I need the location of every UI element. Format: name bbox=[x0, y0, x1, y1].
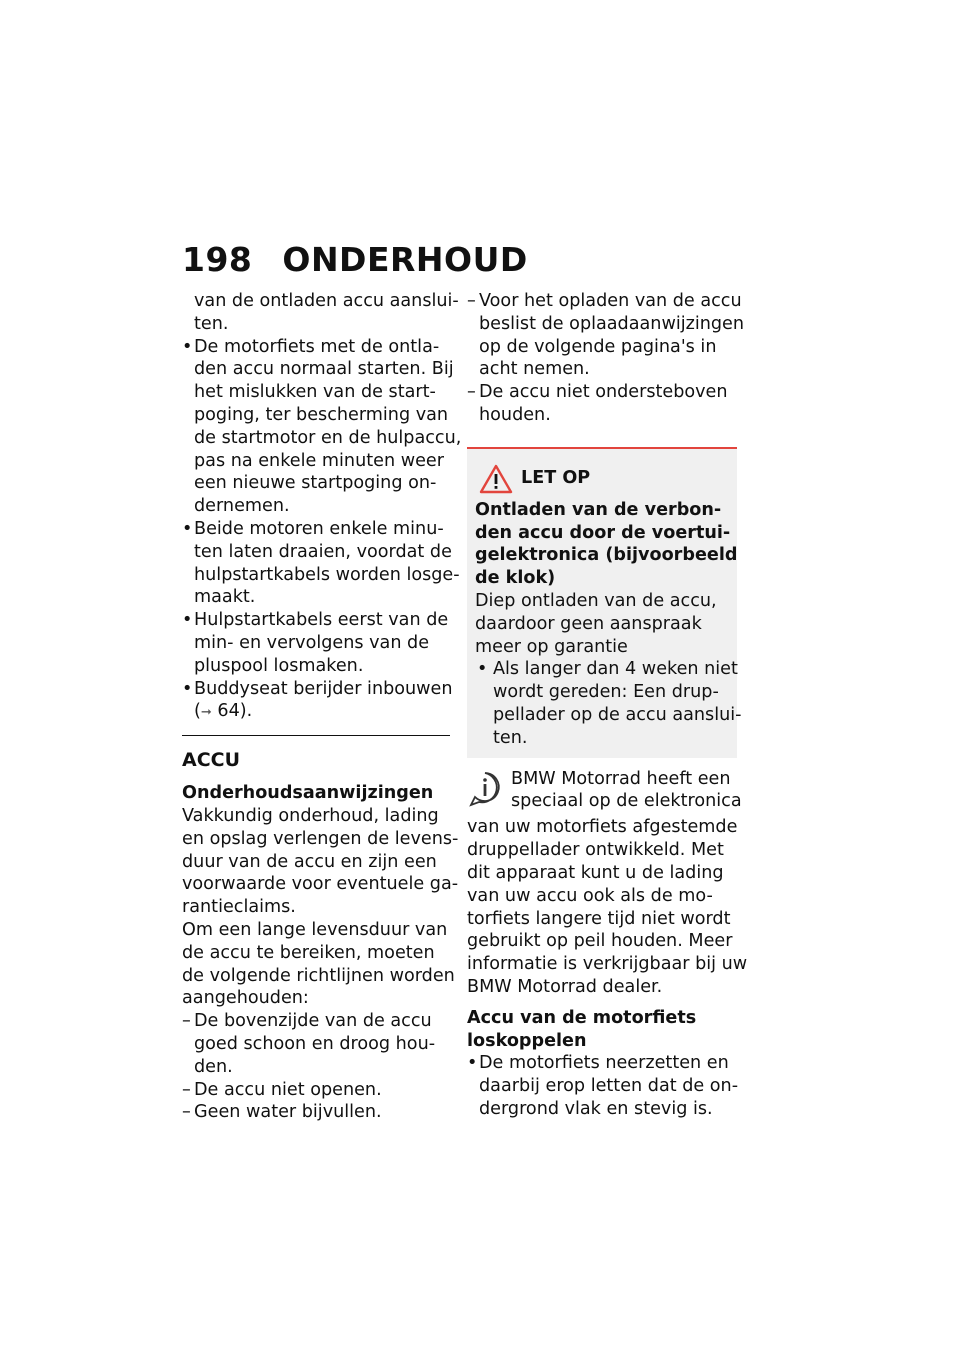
warning-title: Ontladen van de verbon- bbox=[475, 499, 722, 520]
page-reference[interactable] bbox=[194, 700, 450, 723]
bullet-icon: • bbox=[182, 610, 193, 631]
text-line: van de ontladen accu aanslui- bbox=[194, 291, 459, 311]
text-line: Om een lange levensduur van bbox=[182, 919, 448, 940]
text-line: daardoor geen aanspraak bbox=[475, 613, 702, 634]
section-title: ACCU bbox=[182, 749, 241, 772]
text-line: den. bbox=[194, 1056, 233, 1077]
right-column bbox=[467, 290, 748, 1121]
text-line: en opslag verlengen de levens- bbox=[182, 828, 459, 849]
info-icon bbox=[467, 770, 503, 810]
text-line: dernemen. bbox=[194, 496, 290, 517]
section-divider bbox=[182, 735, 450, 736]
list-item bbox=[182, 518, 460, 609]
subsection-title: Onderhoudsaanwijzingen bbox=[182, 783, 434, 804]
text-line: wordt gereden: Een drup- bbox=[493, 682, 719, 703]
text-line: een nieuwe startpoging on- bbox=[194, 473, 437, 494]
text-line: het mislukken van de start- bbox=[194, 382, 436, 403]
warning-title: gelektronica (bijvoorbeeld bbox=[475, 545, 738, 566]
text-line: Vakkundig onderhoud, lading bbox=[182, 805, 439, 826]
ref-page: 64). bbox=[217, 701, 253, 722]
list-item bbox=[182, 1079, 450, 1102]
left-column bbox=[182, 290, 462, 1124]
text-line: Geen water bijvullen. bbox=[194, 1102, 382, 1123]
text-line: beslist de oplaadaanwijzingen bbox=[479, 313, 745, 334]
text-line: meer op garantie bbox=[475, 636, 628, 657]
list-item bbox=[467, 381, 737, 427]
list-item bbox=[467, 290, 745, 381]
text-line: pellader op de accu aanslui- bbox=[493, 704, 742, 725]
list-item bbox=[182, 609, 450, 677]
info-note bbox=[467, 768, 742, 817]
text-line: duur van de accu en zijn een bbox=[182, 851, 437, 872]
warning-title: de klok) bbox=[475, 568, 556, 589]
list-item bbox=[182, 678, 453, 724]
list-item bbox=[182, 336, 462, 518]
text-line: informatie is verkrijgbaar bij uw bbox=[467, 954, 748, 975]
warning-label: LET OP bbox=[521, 468, 591, 489]
page-header bbox=[182, 240, 528, 279]
dash-icon: – bbox=[182, 1102, 191, 1123]
text-line: dit apparaat kunt u de lading bbox=[467, 862, 724, 883]
text-line: gebruikt op peil houden. Meer bbox=[467, 931, 733, 952]
bullet-icon: • bbox=[182, 518, 193, 539]
page-reference-arrow-icon: ➞ bbox=[200, 705, 212, 721]
text-line: ten laten draaien, voordat de bbox=[194, 541, 452, 562]
bullet-icon: • bbox=[467, 1053, 478, 1074]
text-line: de startmotor en de hulpaccu, bbox=[194, 427, 462, 448]
text-line: Beide motoren enkele minu- bbox=[194, 518, 444, 539]
bullet-icon: • bbox=[477, 659, 488, 680]
text-line: maakt. bbox=[194, 587, 256, 608]
subsection-title: Accu van de motorfiets bbox=[467, 1007, 697, 1028]
text-line: De motorfiets met de ontla- bbox=[194, 336, 440, 357]
bullet-icon: • bbox=[182, 678, 193, 699]
text-line: goed schoon en droog hou- bbox=[194, 1033, 436, 1054]
text-line: daarbij erop letten dat de on- bbox=[479, 1076, 739, 1097]
text-line: De accu niet ondersteboven bbox=[479, 382, 728, 403]
ref-paren: ( bbox=[194, 701, 201, 722]
text-line: Als langer dan 4 weken niet bbox=[493, 659, 738, 680]
text-line: BMW Motorrad heeft een bbox=[511, 768, 731, 789]
text-line: dergrond vlak en stevig is. bbox=[479, 1098, 713, 1119]
text-line: BMW Motorrad dealer. bbox=[467, 976, 663, 997]
text-line: de volgende richtlijnen worden bbox=[182, 965, 455, 986]
text-line: torfiets langere tijd niet wordt bbox=[467, 908, 731, 929]
text-line: acht nemen. bbox=[479, 359, 590, 380]
text-line: rantieclaims. bbox=[182, 897, 296, 918]
warning-title: den accu door de voertui- bbox=[475, 522, 731, 543]
text-line: op de volgende pagina's in bbox=[479, 336, 717, 357]
list-item bbox=[475, 658, 742, 749]
text-line: druppellader ontwikkeld. Met bbox=[467, 840, 724, 861]
dash-icon: – bbox=[467, 291, 476, 311]
page-number: 198 bbox=[182, 240, 253, 279]
text-line: aangehouden: bbox=[182, 988, 309, 1009]
text-line: Hulpstartkabels eerst van de bbox=[194, 610, 449, 631]
text-line: den accu normaal starten. Bij bbox=[194, 359, 454, 380]
text-line: min- en vervolgens van de bbox=[194, 632, 430, 653]
text-line: Diep ontladen van de accu, bbox=[475, 590, 717, 611]
warning-box bbox=[467, 447, 742, 758]
text-line: De motorfiets neerzetten en bbox=[479, 1053, 729, 1074]
dash-icon: – bbox=[467, 382, 476, 403]
text-line: pluspool losmaken. bbox=[194, 655, 364, 676]
list-item bbox=[182, 1101, 450, 1124]
text-line: De accu niet openen. bbox=[194, 1079, 382, 1100]
text-line: poging, ter bescherming van bbox=[194, 404, 449, 425]
bullet-icon: • bbox=[182, 336, 193, 357]
warning-triangle-icon bbox=[479, 464, 513, 494]
text-line: hulpstartkabels worden losge- bbox=[194, 564, 460, 585]
list-item bbox=[467, 1052, 737, 1120]
text-line: van uw motorfiets afgestemde bbox=[467, 817, 738, 838]
warning-header bbox=[475, 463, 729, 495]
list-item bbox=[182, 1010, 450, 1078]
subsection-title: loskoppelen bbox=[467, 1030, 587, 1051]
text-line: ten. bbox=[493, 727, 528, 748]
text-line: de accu te bereiken, moeten bbox=[182, 942, 435, 963]
text-line: houden. bbox=[479, 404, 551, 425]
dash-icon: – bbox=[182, 1011, 191, 1032]
text-line: speciaal op de elektronica bbox=[511, 791, 742, 812]
text-line: ten. bbox=[194, 313, 229, 334]
chapter-title: ONDERHOUD bbox=[282, 240, 528, 279]
text-line: Voor het opladen van de accu bbox=[479, 291, 742, 311]
text-line: van uw accu ook als de mo- bbox=[467, 885, 713, 906]
text-line: Buddyseat berijder inbouwen bbox=[194, 678, 453, 699]
dash-icon: – bbox=[182, 1079, 191, 1100]
text-line: pas na enkele minuten weer bbox=[194, 450, 444, 471]
text-line: voorwaarde voor eventuele ga- bbox=[182, 874, 459, 895]
text-line: De bovenzijde van de accu bbox=[194, 1011, 432, 1032]
